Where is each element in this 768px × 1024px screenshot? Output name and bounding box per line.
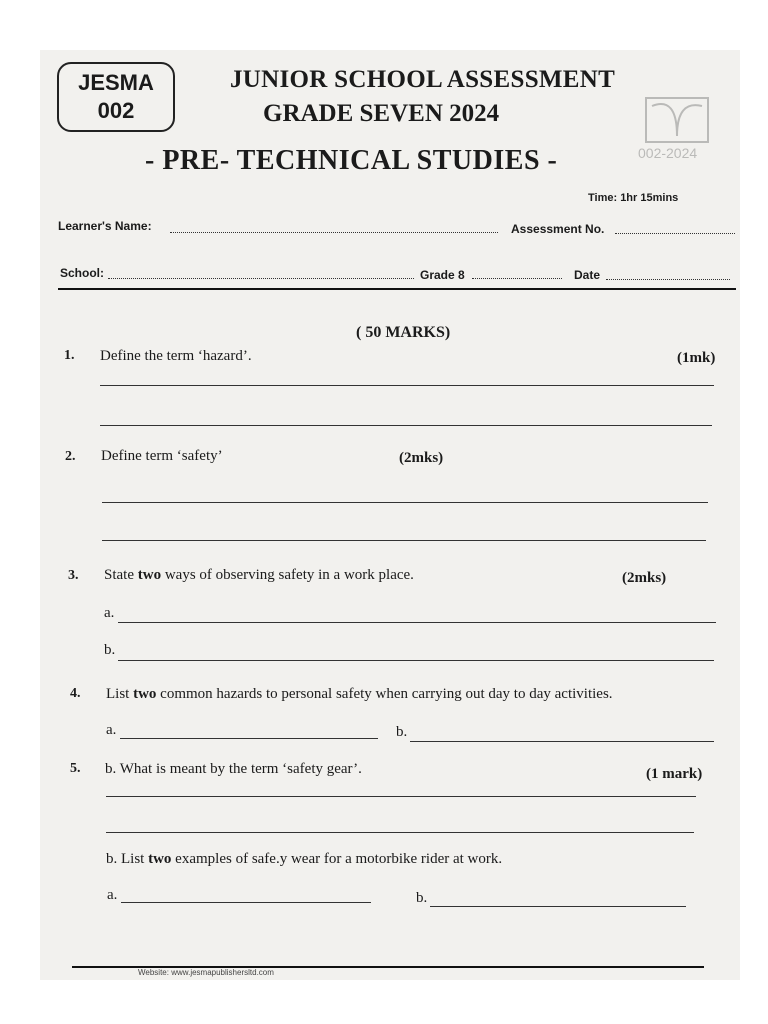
total-marks: ( 50 MARKS) bbox=[356, 324, 451, 341]
answer-line[interactable] bbox=[102, 540, 706, 541]
question-4-item-a-label: a. bbox=[106, 722, 117, 738]
learner-name-label: Learner's Name: bbox=[58, 219, 152, 233]
answer-line[interactable] bbox=[430, 906, 686, 907]
answer-line[interactable] bbox=[100, 385, 714, 386]
question-4-text: List two common hazards to personal safety when carrying out day to day activities. bbox=[106, 686, 613, 702]
question-1-number: 1. bbox=[64, 348, 75, 363]
svg-text:002-2024: 002-2024 bbox=[638, 145, 698, 161]
header-divider bbox=[58, 288, 736, 290]
question-3-item-b-label: b. bbox=[104, 642, 116, 658]
question-5-item-b-label: b. bbox=[416, 890, 428, 906]
question-2-marks: (2mks) bbox=[399, 450, 444, 466]
exam-paper bbox=[40, 50, 740, 980]
question-5-number: 5. bbox=[70, 761, 81, 776]
paper-code-label: JESMA bbox=[78, 70, 154, 95]
date-line[interactable] bbox=[606, 279, 730, 280]
school-label: School: bbox=[60, 266, 104, 280]
answer-line[interactable] bbox=[120, 738, 378, 739]
assessment-no-line[interactable] bbox=[615, 233, 735, 234]
grade-line[interactable] bbox=[472, 278, 562, 279]
assessment-no-label: Assessment No. bbox=[511, 222, 605, 236]
question-1-text: Define the term ‘hazard’. bbox=[100, 348, 252, 364]
question-5-part-b-text: b. List two examples of safe.y wear for a motorbike rider at work. bbox=[106, 851, 503, 867]
answer-line[interactable] bbox=[118, 622, 716, 623]
question-3-marks: (2mks) bbox=[622, 570, 667, 586]
exam-title: JUNIOR SCHOOL ASSESSMENT bbox=[230, 66, 616, 93]
time-allowed: Time: 1hr 15mins bbox=[588, 192, 679, 204]
answer-line[interactable] bbox=[118, 660, 714, 661]
grade-label: Grade 8 bbox=[420, 268, 465, 282]
footer-website: Website: www.jesmapublishersltd.com bbox=[138, 968, 274, 977]
answer-line[interactable] bbox=[106, 832, 694, 833]
question-3-number: 3. bbox=[68, 568, 79, 583]
question-3-item-a-label: a. bbox=[104, 605, 115, 621]
question-5-item-a-label: a. bbox=[107, 887, 118, 903]
school-line[interactable] bbox=[108, 278, 414, 279]
publisher-stamp-icon bbox=[632, 92, 728, 162]
paper-code-number: 002 bbox=[97, 98, 135, 123]
question-5-marks: (1 mark) bbox=[646, 766, 703, 782]
question-2-number: 2. bbox=[65, 449, 76, 464]
question-4-number: 4. bbox=[70, 686, 81, 701]
answer-line[interactable] bbox=[410, 741, 714, 742]
subject-title: - PRE- TECHNICAL STUDIES - bbox=[145, 145, 558, 176]
learner-name-line[interactable] bbox=[170, 232, 498, 233]
question-5-text: b. What is meant by the term ‘safety gear’. bbox=[105, 761, 362, 777]
question-1-marks: (1mk) bbox=[677, 350, 716, 366]
answer-line[interactable] bbox=[106, 796, 696, 797]
question-2-text: Define term ‘safety’ bbox=[101, 448, 223, 464]
answer-line[interactable] bbox=[102, 502, 708, 503]
exam-grade: GRADE SEVEN 2024 bbox=[263, 100, 500, 127]
paper-code-box bbox=[57, 62, 175, 132]
question-4-item-b-label: b. bbox=[396, 724, 408, 740]
date-label: Date bbox=[574, 268, 601, 282]
question-3-text: State two ways of observing safety in a work place. bbox=[104, 567, 414, 583]
answer-line[interactable] bbox=[100, 425, 712, 426]
answer-line[interactable] bbox=[121, 902, 371, 903]
